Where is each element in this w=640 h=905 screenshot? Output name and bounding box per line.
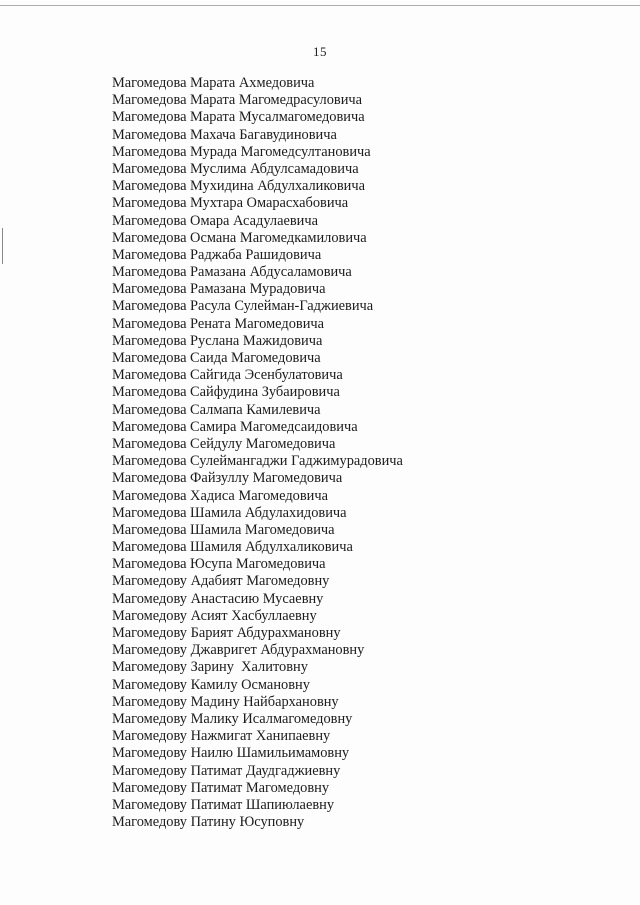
list-item: Магомедова Омара Асадулаевича — [112, 212, 318, 229]
list-item: Магомедова Раджаба Рашидовича — [112, 246, 322, 263]
list-item: Магомедову Патину Юсуповну — [112, 814, 305, 831]
list-item: Магомедову Камилу Османовну — [112, 676, 310, 693]
list-item: Магомедова Марата Магомедрасуловича — [112, 92, 363, 109]
list-item: Магомедову Нажмигат Ханипаевну — [112, 728, 331, 745]
scan-margin-mark — [2, 228, 3, 264]
list-item: Магомедова Марата Мусалмагомедовича — [112, 109, 365, 126]
list-item: Магомедова Шамиля Абдулхаликовича — [112, 539, 353, 556]
list-item: Магомедова Шамила Магомедовича — [112, 521, 335, 538]
list-item: Магомедова Сейдулу Магомедовича — [112, 435, 336, 452]
list-item: Магомедову Мадину Найбархановну — [112, 693, 339, 710]
list-item: Магомедова Рамазана Абдусаламовича — [112, 264, 352, 281]
list-item: Магомедову Патимат Шапиюлаевну — [112, 796, 335, 813]
list-item: Магомедова Файзуллу Магомедовича — [112, 470, 343, 487]
page-number: 15 — [313, 44, 327, 59]
list-item: Магомедова Сайфудина Зубаировича — [112, 384, 340, 401]
list-item: Магомедову Джавригет Абдурахмановну — [112, 642, 365, 659]
list-item: Магомедову Асият Хасбуллаевну — [112, 607, 317, 624]
list-item: Магомедова Саида Магомедовича — [112, 350, 321, 366]
list-item: Магомедова Руслана Мажидовича — [112, 332, 323, 349]
list-item: Магомедову Малику Исалмагомедовну — [112, 710, 353, 727]
list-item: Магомедова Махача Багавудиновича — [112, 126, 337, 143]
list-item: Магомедова Салмапа Камилевича — [112, 401, 321, 418]
list-item: Магомедова Рената Магомедовича — [112, 315, 325, 332]
list-item: Магомедову Наилю Шамильимамовну — [112, 745, 350, 762]
list-item: Магомедову Анастасию Мусаевну — [112, 590, 324, 607]
list-item: Магомедова Расула Сулейман-Гаджиевича — [112, 298, 374, 315]
list-item: Магомедова Шамила Абдулахидовича — [112, 504, 347, 521]
list-item: Магомедова Муслима Абдулсамадовича — [112, 160, 359, 177]
list-item: Магомедова Юсупа Магомедовича — [112, 556, 326, 573]
list-item: Магомедова Сулеймангаджи Гаджимурадовича — [112, 453, 403, 470]
list-item: Магомедова Марата Ахмедовича — [112, 75, 315, 91]
list-item: Магомедову Адабият Магомедовну — [112, 573, 330, 590]
list-item: Магомедова Мурада Магомедсултановича — [112, 143, 371, 160]
list-item: Магомедова Хадиса Магомедовича — [112, 487, 328, 504]
list-item: Магомедову Патимат Даудгаджиевну — [112, 762, 341, 779]
list-item: Магомедова Рамазана Мурадовича — [112, 281, 326, 298]
list-item: Магомедова Мухидина Абдулхаликовича — [112, 178, 365, 195]
list-item: Магомедова Мухтара Омарасхабовича — [112, 195, 349, 212]
list-item: Магомедову Зарину Халитовну — [112, 659, 308, 676]
scan-edge-line — [0, 5, 640, 6]
list-item: Магомедова Самира Магомедсаидовича — [112, 418, 358, 435]
list-item: Магомедова Сайгида Эсенбулатовича — [112, 367, 343, 384]
list-item: Магомедова Османа Магомедкамиловича — [112, 229, 367, 246]
list-item: Магомедову Патимат Магомедовну — [112, 779, 330, 796]
list-item: Магомедову Барият Абдурахмановну — [112, 625, 341, 641]
name-list — [112, 75, 403, 831]
